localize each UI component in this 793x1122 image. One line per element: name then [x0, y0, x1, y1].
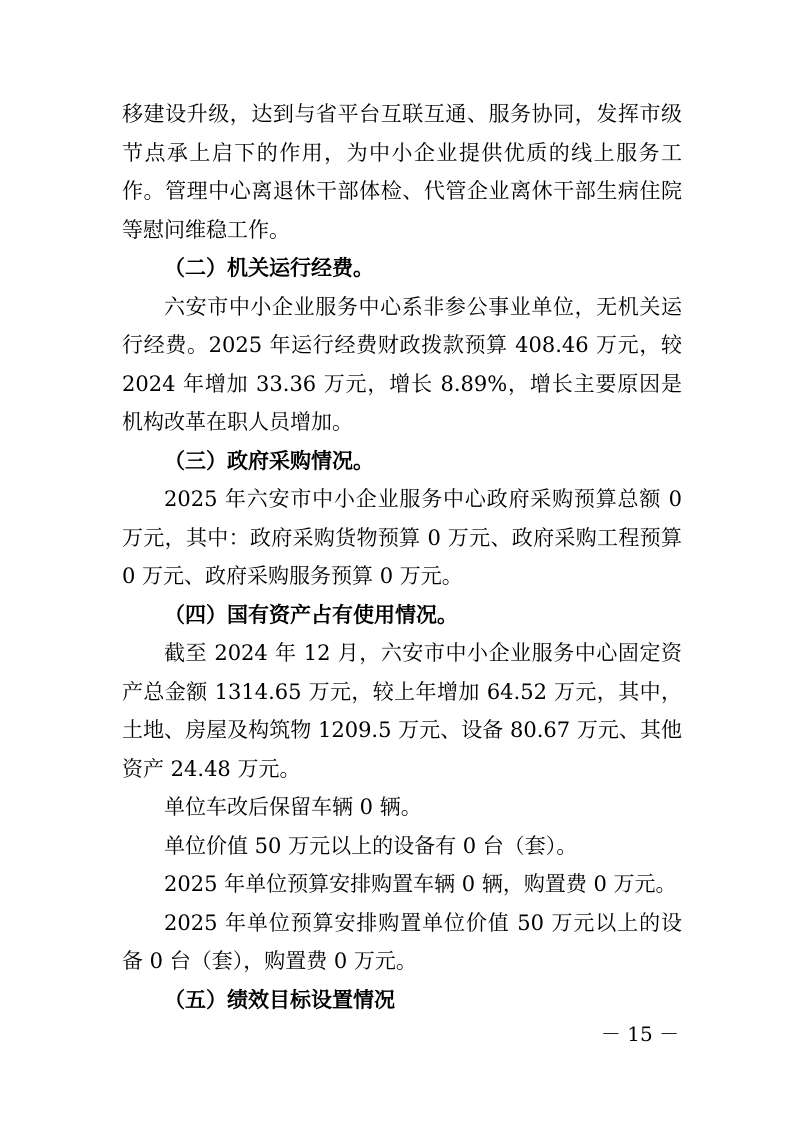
body-paragraph: 截至 2024 年 12 月，六安市中小企业服务中心固定资产总金额 1314.65 万元，较上年增加 64.52 万元，其中，土地、房屋及构筑物 1209.5 万元、设备 80.67 万元、其他资产 24.48 万元。 [122, 641, 682, 781]
body-paragraph: 移建设升级，达到与省平台互联互通、服务协同，发挥市级节点承上启下的作用，为中小企业提供优质的线上服务工作。管理中心离退休干部体检、代管企业离休干部生病住院等慰问维稳工作。 [122, 102, 682, 242]
body-paragraph: 2025 年单位预算安排购置单位价值 50 万元以上的设备 0 台（套），购置费 0 万元。 [122, 910, 682, 973]
body-paragraph: 六安市中小企业服务中心系非参公事业单位，无机关运行经费。2025 年运行经费财政拨款预算 408.46 万元，较 2024 年增加 33.36 万元，增长 8.89%，增长主要原因是机构改革在职人员增加。 [122, 294, 682, 434]
body-paragraph: 2025 年六安市中小企业服务中心政府采购预算总额 0 万元，其中：政府采购货物预算 0 万元、政府采购工程预算 0 万元、政府采购服务预算 0 万元。 [122, 487, 682, 588]
section-heading: （五）绩效目标设置情况 [164, 987, 395, 1012]
page-number: － 15 － [600, 1022, 680, 1046]
body-paragraph: 单位价值 50 万元以上的设备有 0 台（套）。 [164, 833, 578, 858]
section-heading: （三）政府采购情况。 [164, 448, 374, 473]
section-heading: （四）国有资产占有使用情况。 [164, 602, 458, 627]
section-heading: （二）机关运行经费。 [164, 256, 374, 280]
body-paragraph: 2025 年单位预算安排购置车辆 0 辆，购置费 0 万元。 [164, 872, 677, 896]
page-content [122, 95, 682, 1019]
body-paragraph: 单位车改后保留车辆 0 辆。 [164, 795, 422, 819]
